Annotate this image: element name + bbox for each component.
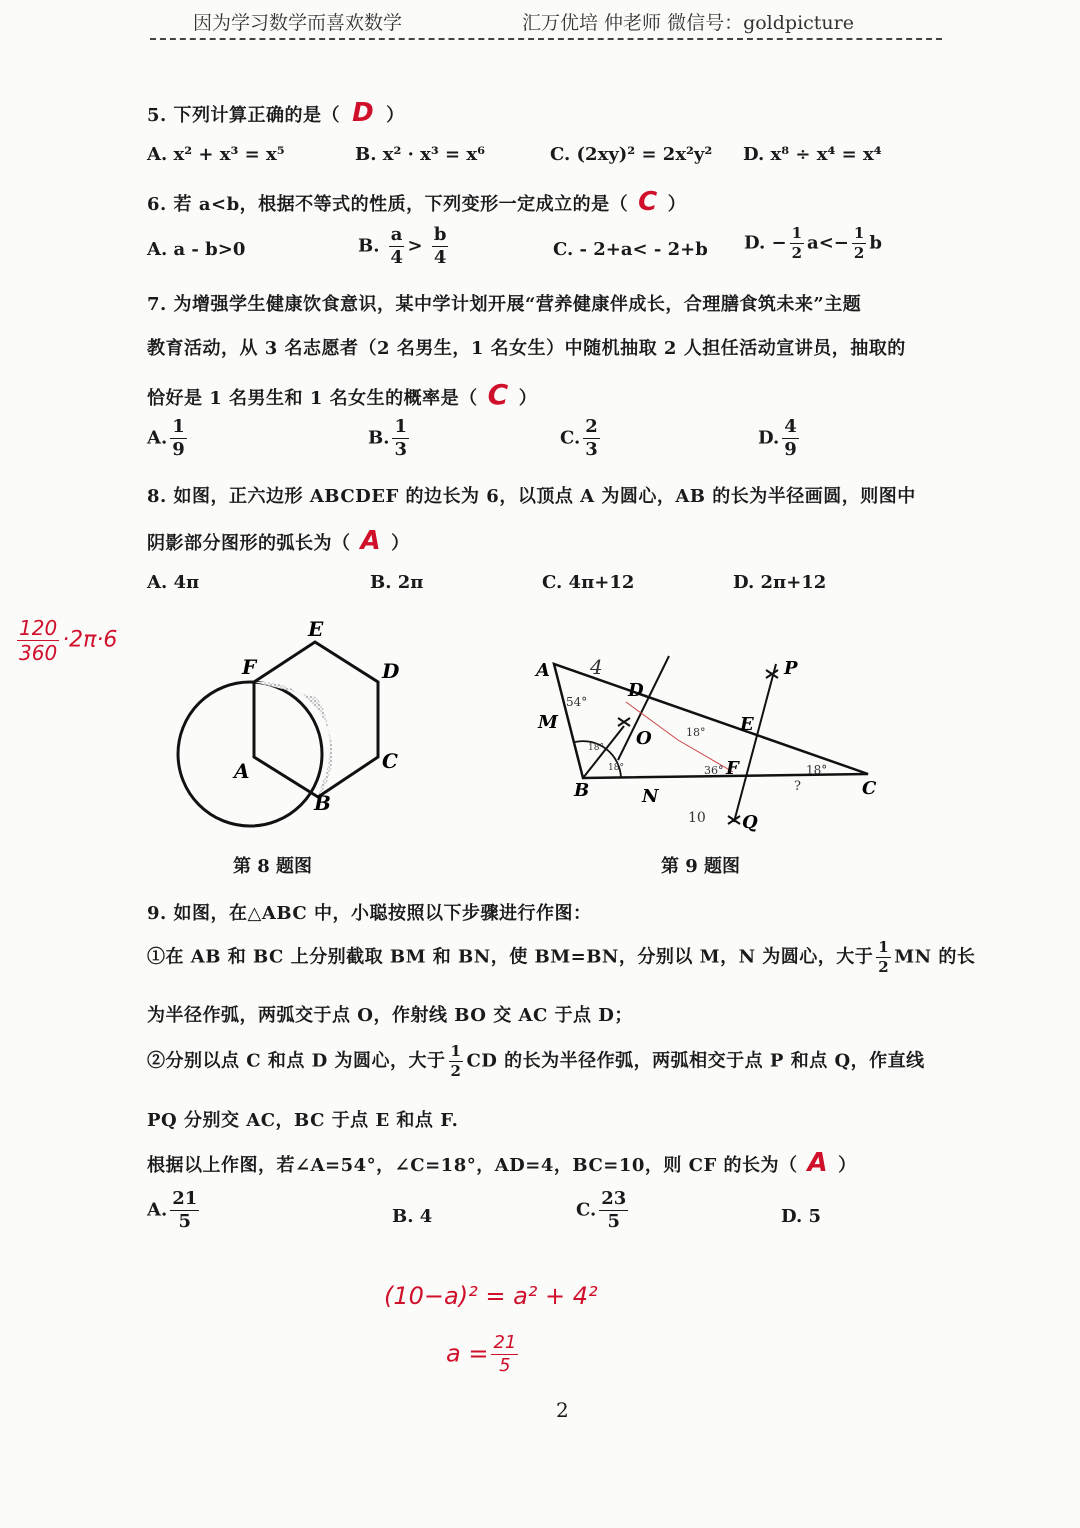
denominator: 4 — [433, 247, 447, 268]
label-o: O — [636, 728, 652, 749]
q7-a-label: A. — [147, 427, 168, 449]
q6-b-relation: > — [407, 235, 423, 257]
label-m: M — [538, 712, 558, 733]
q9-step1-line2: 为半径作弧，两弧交于点 O，作射线 BO 交 AC 于点 D； — [147, 1005, 633, 1026]
arc-mark-o — [618, 718, 630, 726]
numerator: 1 — [172, 416, 185, 437]
fraction — [449, 1044, 464, 1079]
label-p: P — [784, 658, 798, 679]
denominator: 9 — [172, 439, 185, 460]
denominator: 2 — [791, 244, 803, 262]
q7-line3-text: 恰好是 1 名男生和 1 名女生的概率是（ — [147, 388, 478, 409]
numerator: 21 — [493, 1332, 517, 1353]
label-q: Q — [742, 812, 758, 833]
q9-close: ） — [838, 1155, 857, 1176]
numerator: 23 — [601, 1188, 627, 1209]
q9-answer: A — [807, 1148, 829, 1178]
q7-d-label: D. — [758, 427, 780, 449]
q9-c-label: C. — [576, 1199, 597, 1221]
label-f: F — [726, 758, 739, 779]
q8-line2-text: 阴影部分图形的弧长为（ — [147, 533, 351, 554]
q9-option-b: B. 4 — [392, 1206, 433, 1227]
q6-stem-text: 6. 若 a<b，根据不等式的性质，下列变形一定成立的是（ — [147, 194, 629, 215]
numerator: a — [390, 224, 403, 245]
q5-stem-text: 5. 下列计算正确的是（ — [147, 105, 341, 126]
q6-d-label: D. — [744, 232, 766, 254]
q7-close: ） — [518, 388, 538, 409]
q8-close: ） — [391, 533, 410, 554]
label-a: A — [234, 759, 250, 783]
q5-close: ） — [386, 105, 405, 126]
q9-option-c — [576, 1190, 631, 1231]
numerator: 1 — [878, 938, 890, 956]
triangle-abc — [554, 664, 868, 778]
label-n: N — [642, 786, 659, 807]
numerator: 1 — [791, 224, 803, 242]
q5-option-b: B. x² · x³ = x⁶ — [355, 144, 486, 165]
label-d: D — [628, 680, 644, 701]
q9-line1: 9. 如图，在△ABC 中，小聪按照以下步骤进行作图： — [147, 903, 592, 924]
q8-answer: A — [360, 526, 382, 556]
numerator: 2 — [585, 416, 598, 437]
note-36: 36° — [704, 764, 724, 777]
q7-line3 — [147, 378, 537, 411]
q8-line2 — [147, 526, 410, 556]
label-a: A — [536, 660, 550, 681]
q8-option-a: A. 4π — [147, 572, 200, 593]
circle-a — [178, 682, 322, 826]
q9-step2-line2: PQ 分别交 AC，BC 于点 E 和点 F. — [147, 1110, 459, 1131]
q5-option-d: D. x⁸ ÷ x⁴ = x⁴ — [743, 144, 882, 165]
q9-step2-text: ②分别以点 C 和点 D 为圆心，大于 — [147, 1050, 446, 1072]
q7-option-b — [368, 418, 412, 459]
figure-8 — [170, 612, 410, 837]
note-ten: 10 — [688, 810, 706, 826]
fraction — [17, 618, 59, 663]
label-d: D — [382, 659, 400, 683]
q9-step1-line1 — [147, 940, 975, 975]
q7-option-d — [758, 418, 802, 459]
note-18a: 18° — [686, 726, 706, 739]
fraction — [599, 1190, 628, 1231]
q5-answer: D — [352, 98, 375, 128]
q5-option-c: C. (2xy)² = 2x²y² — [550, 144, 713, 165]
fraction — [392, 418, 409, 459]
note-b2: 18° — [608, 763, 624, 773]
figure-9 — [528, 640, 908, 840]
q9-option-d: D. 5 — [781, 1206, 822, 1227]
fraction — [170, 418, 187, 459]
q8-option-d: D. 2π+12 — [733, 572, 827, 593]
denominator: 3 — [585, 439, 598, 460]
fraction — [782, 418, 799, 459]
q6-d-middle: a<− — [807, 232, 849, 254]
q8-line1: 8. 如图，正六边形 ABCDEF 的边长为 6，以顶点 A 为圆心，AB 的长为半径画圆，则图中 — [147, 486, 916, 507]
q7-option-a — [147, 418, 190, 459]
q9-a-label: A. — [147, 1199, 168, 1221]
minus-sign: − — [771, 232, 787, 254]
numerator: 120 — [19, 616, 58, 640]
fraction — [583, 418, 600, 459]
q5-option-a: A. x² + x³ = x⁵ — [147, 144, 285, 165]
page-number: 2 — [556, 1398, 569, 1422]
denominator: 2 — [853, 244, 865, 262]
q8-option-c: C. 4π+12 — [542, 572, 635, 593]
numerator: 1 — [394, 416, 408, 437]
label-e: E — [740, 714, 754, 735]
header-rule — [150, 38, 942, 40]
note-54: 54° — [566, 695, 588, 709]
numerator: 1 — [853, 224, 865, 242]
q7-option-c — [560, 418, 603, 459]
q9-step2-line1 — [147, 1044, 925, 1079]
q7-answer: C — [487, 378, 509, 411]
fraction — [432, 226, 449, 267]
denominator: 360 — [19, 641, 58, 665]
fraction — [170, 1190, 199, 1231]
q9-step1-tail: MN 的长 — [894, 946, 976, 968]
q6-answer: C — [638, 187, 658, 217]
hexagon — [254, 642, 378, 797]
eq2-prefix: a = — [446, 1339, 489, 1368]
fraction — [876, 940, 891, 975]
q7-line2: 教育活动，从 3 名志愿者（2 名男生，1 名女生）中随机抽取 2 人担任活动宣讲员，抽取的 — [147, 338, 906, 359]
q6-option-a: A. a - b>0 — [147, 239, 246, 260]
fraction — [790, 226, 804, 261]
segment-ab — [254, 757, 318, 797]
numerator: 21 — [172, 1188, 198, 1209]
denominator: 9 — [784, 439, 797, 460]
label-b: B — [314, 791, 331, 815]
denominator: 5 — [607, 1211, 621, 1232]
q6-option-c: C. - 2+a< - 2+b — [553, 239, 708, 260]
label-c: C — [382, 749, 398, 773]
figure-8-caption: 第 8 题图 — [233, 856, 313, 877]
header-right: 汇万优培 仲老师 微信号：goldpicture — [522, 12, 854, 34]
note-18b: 18° — [806, 763, 828, 777]
denominator: 2 — [450, 1062, 462, 1080]
q6-option-d — [744, 226, 882, 261]
fraction — [852, 226, 866, 261]
q6-b-label: B. — [358, 235, 380, 257]
fraction — [389, 226, 405, 267]
q6-option-b — [358, 226, 451, 267]
denominator: 5 — [499, 1355, 511, 1376]
note-b1: 18° — [588, 743, 604, 753]
numerator: b — [433, 224, 447, 245]
label-c: C — [862, 778, 877, 799]
margin-note — [14, 618, 117, 663]
label-f: F — [242, 655, 257, 679]
denominator: 5 — [178, 1211, 192, 1232]
figure-9-caption: 第 9 题图 — [661, 856, 741, 877]
q6-d-tail: b — [869, 232, 882, 254]
numerator: 1 — [450, 1042, 462, 1060]
q7-line1: 7. 为增强学生健康饮食意识，某中学计划开展“营养健康伴成长，合理膳食筑未来”主题 — [147, 294, 862, 315]
q7-c-label: C. — [560, 427, 581, 449]
q7-b-label: B. — [368, 427, 390, 449]
arc-mark-q — [728, 816, 740, 824]
q5-stem — [147, 98, 405, 128]
handwritten-equation-2 — [446, 1334, 521, 1375]
line-pq — [734, 664, 776, 822]
q9-ask — [147, 1148, 857, 1178]
numerator: 4 — [784, 416, 797, 437]
denominator: 2 — [878, 958, 890, 976]
denominator: 3 — [394, 439, 408, 460]
q9-ask-text: 根据以上作图，若∠A=54°，∠C=18°，AD=4，BC=10，则 CF 的长为（ — [147, 1155, 798, 1176]
q9-option-a — [147, 1190, 202, 1231]
note-question: ? — [794, 779, 801, 794]
fraction — [491, 1334, 518, 1375]
label-e: E — [308, 617, 324, 641]
note-four: 4 — [590, 655, 603, 679]
header-left: 因为学习数学而喜欢数学 — [193, 12, 403, 34]
q6-stem — [147, 187, 686, 217]
q9-step1-text: ①在 AB 和 BC 上分别截取 BM 和 BN，使 BM=BN，分别以 M，N 为圆心，大于 — [147, 946, 874, 968]
margin-note-tail: ·2π·6 — [62, 627, 118, 653]
q9-step2-tail: CD 的长为半径作弧，两弧相交于点 P 和点 Q，作直线 — [466, 1050, 925, 1072]
handwritten-equation-1: (10−a)² = a² + 4² — [384, 1282, 598, 1310]
q6-close: ） — [667, 194, 687, 215]
q8-option-b: B. 2π — [370, 572, 424, 593]
denominator: 4 — [390, 247, 403, 268]
label-b: B — [574, 780, 590, 801]
